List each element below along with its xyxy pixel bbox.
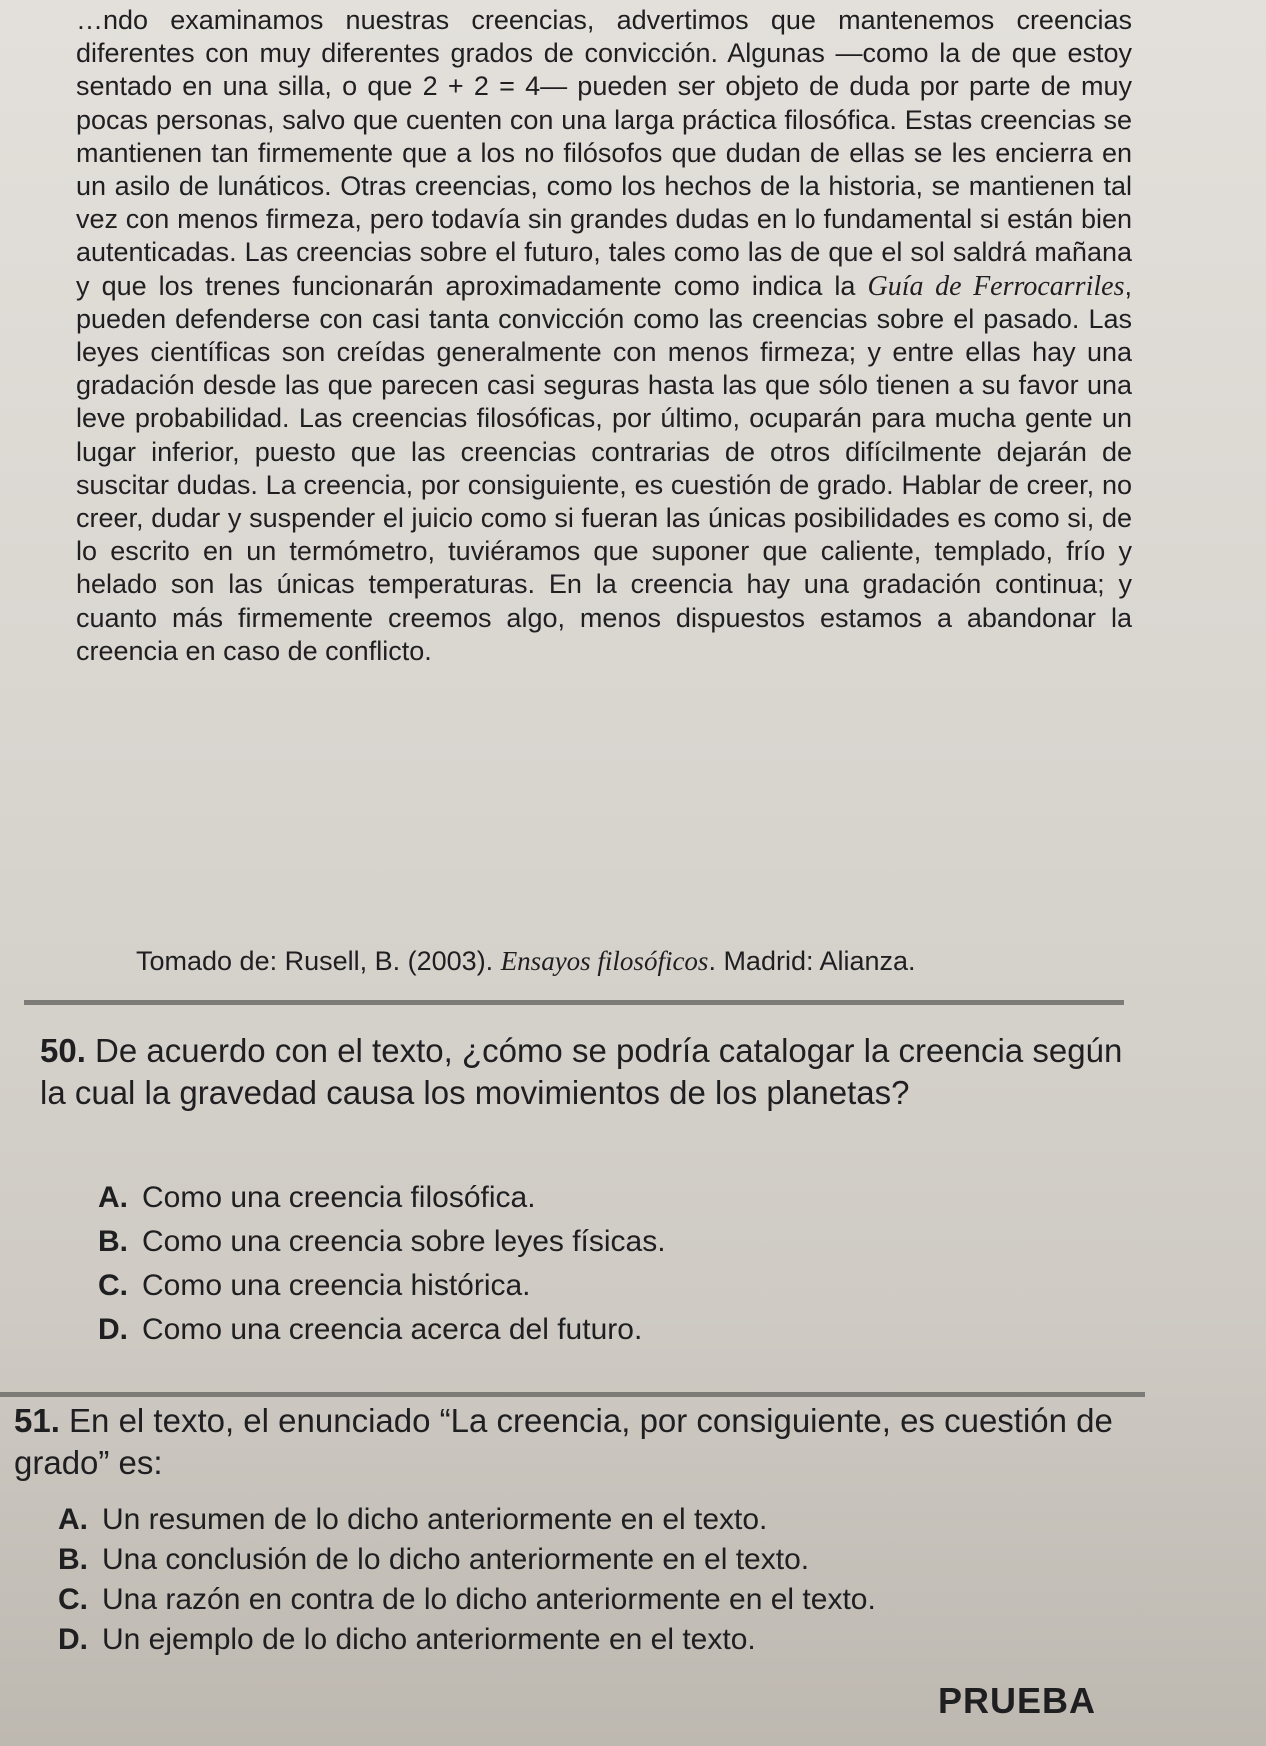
- option-letter: D.: [98, 1313, 128, 1346]
- option-text: Como una creencia sobre leyes físicas.: [142, 1225, 666, 1258]
- option-letter: D.: [58, 1623, 88, 1656]
- question-50-options: [98, 1176, 1128, 1352]
- option-text: Una conclusión de lo dicho anteriormente en el texto.: [102, 1543, 810, 1576]
- option-letter: B.: [98, 1225, 128, 1258]
- option-letter: B.: [58, 1543, 88, 1576]
- question-51: [14, 1400, 1144, 1484]
- option-text: Una razón en contra de lo dicho anteriormente en el texto.: [102, 1583, 876, 1616]
- book-title: Guía de Ferrocarriles: [867, 270, 1125, 302]
- question-number: 51.: [14, 1402, 60, 1439]
- citation-prefix: Tomado de: Rusell, B. (2003).: [136, 946, 501, 976]
- passage-text-part-2: , pueden defenderse con casi tanta convicción como las creencias sobre el pasado. Las leyes científicas son creídas generalmente con menos firmeza; y entre ellas hay una gradación desde las que parecen casi seguras hasta las que sólo tienen a su favor una leve probabilidad. Las creencias filosóficas, por último, ocuparán para mucha gente un lugar inferior, puesto que las creencias contrarias de otros difícilmente dejarán de suscitar dudas. La creencia, por consiguiente, es cuestión de grado. Hablar de creer, no creer, dudar y suspender el juicio como si fueran las únicas posibilidades es como si, de lo escrito en un termómetro, tuviéramos que suponer que caliente, templado, frío y helado son las únicas temperaturas. En la creencia hay una gradación continua; y cuanto más firmemente creemos algo, menos dispuestos estamos a abandonar la creencia en caso de conflicto.: [76, 270, 1132, 666]
- question-number: 50.: [40, 1032, 86, 1069]
- option-letter: C.: [98, 1269, 128, 1302]
- option-letter: A.: [58, 1503, 88, 1536]
- passage-paragraph: [76, 4, 1132, 668]
- option-c[interactable]: [58, 1580, 1148, 1620]
- reading-passage: [76, 4, 1132, 668]
- option-text: Como una creencia acerca del futuro.: [142, 1313, 643, 1346]
- option-a[interactable]: [98, 1176, 1128, 1220]
- option-c[interactable]: [98, 1264, 1128, 1308]
- option-d[interactable]: [58, 1620, 1148, 1660]
- divider-line: [24, 1000, 1124, 1005]
- citation-title: Ensayos filosóficos: [500, 946, 709, 976]
- option-text: Un ejemplo de lo dicho anteriormente en el texto.: [102, 1623, 756, 1656]
- divider-line: [0, 1392, 1145, 1397]
- option-letter: A.: [98, 1181, 128, 1214]
- passage-text-part-1: …ndo examinamos nuestras creencias, advertimos que mantenemos creencias diferentes con muy diferentes grados de convicción. Algunas —como la de que estoy sentado en una silla, o que 2 + 2 = 4— pueden ser objeto de duda por parte de muy pocas personas, salvo que cuenten con una larga práctica filosófica. Estas creencias se mantienen tan firmemente que a los no filósofos que dudan de ellas se les encierra en un asilo de lunáticos. Otras creencias, como los hechos de la historia, se mantienen tal vez con menos firmeza, pero todavía sin grandes dudas en lo fundamental si están bien autenticadas. Las creencias sobre el futuro, tales como las de que el sol saldrá mañana y que los trenes funcionarán aproximadamente como indica la: [76, 5, 1132, 301]
- option-letter: C.: [58, 1583, 88, 1616]
- section-label: PRUEBA: [938, 1680, 1097, 1721]
- source-citation: [136, 944, 1126, 978]
- option-text: Como una creencia histórica.: [142, 1269, 531, 1302]
- citation-suffix: . Madrid: Alianza.: [708, 946, 916, 976]
- question-51-options: [58, 1500, 1148, 1660]
- option-text: Un resumen de lo dicho anteriormente en el texto.: [102, 1503, 768, 1536]
- question-text: De acuerdo con el texto, ¿cómo se podría catalogar la creencia según la cual la gravedad causa los movimientos de los planetas?: [40, 1032, 1123, 1111]
- option-d[interactable]: [98, 1308, 1128, 1352]
- option-b[interactable]: [58, 1540, 1148, 1580]
- option-a[interactable]: [58, 1500, 1148, 1540]
- question-50: [40, 1030, 1130, 1114]
- option-text: Como una creencia filosófica.: [142, 1181, 536, 1214]
- option-b[interactable]: [98, 1220, 1128, 1264]
- question-text: En el texto, el enunciado “La creencia, por consiguiente, es cuestión de grado” es:: [14, 1402, 1113, 1481]
